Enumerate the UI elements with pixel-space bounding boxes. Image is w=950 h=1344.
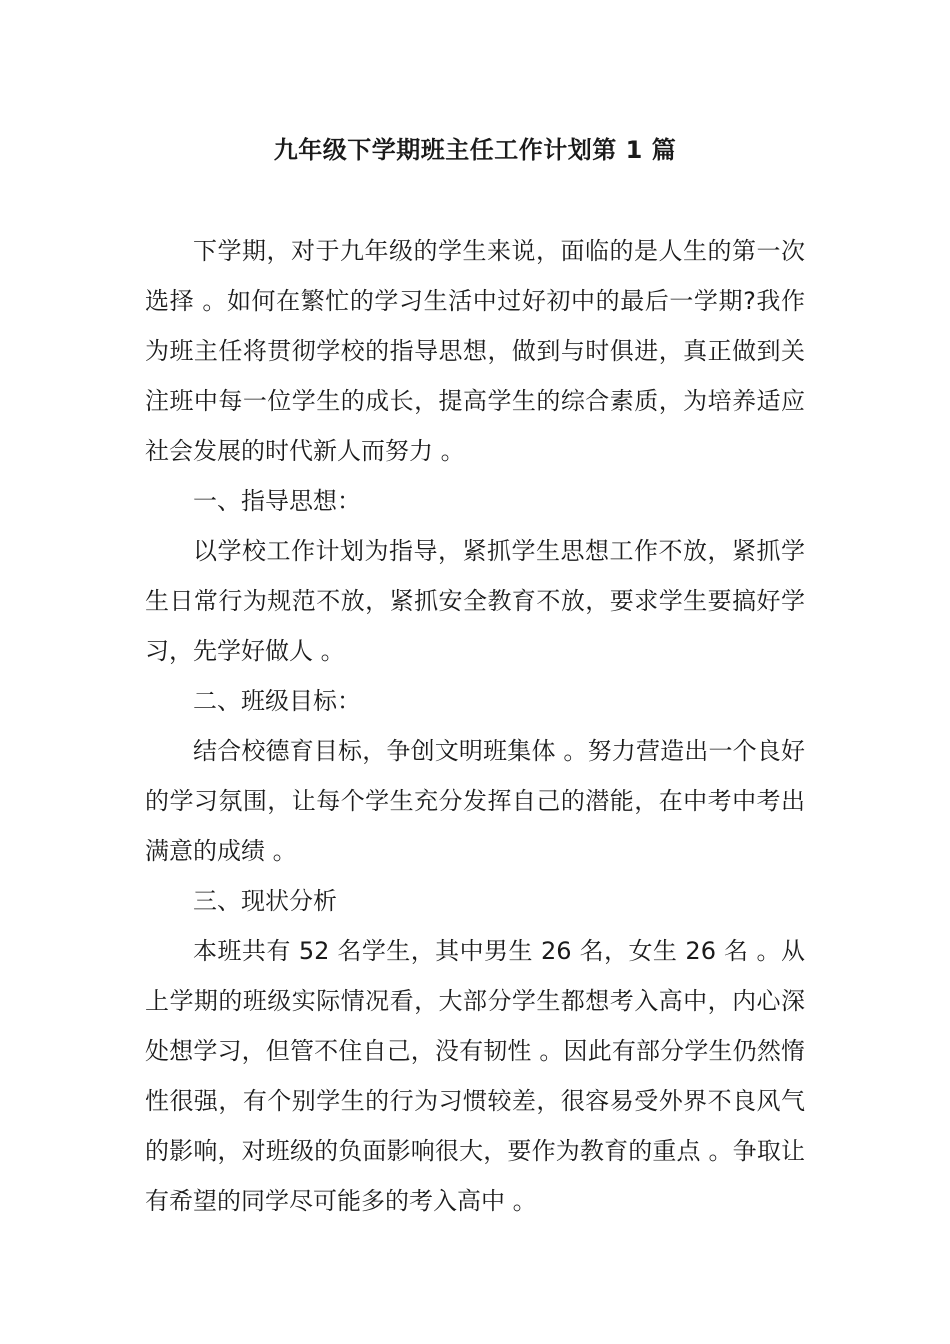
heading-class-goal: 二、班级目标： bbox=[193, 687, 361, 715]
paragraph-class-goal: 结合校德育目标，争创文明班集体 。努力营造出一个良好的学习氛围，让每个学生充分发挥自己的潜能，在中考中考出满意的成绩 。 bbox=[145, 737, 805, 865]
paragraph-guiding-thought: 以学校工作计划为指导，紧抓学生思想工作不放，紧抓学生日常行为规范不放，紧抓安全教育不放，要求学生要搞好学习，先学好做人 。 bbox=[145, 537, 805, 665]
document-body bbox=[145, 226, 805, 1226]
document-title: 九年级下学期班主任工作计划第 1 篇 bbox=[273, 136, 677, 164]
heading-guiding-thought: 一、指导思想： bbox=[193, 487, 361, 515]
paragraph-status-analysis: 本班共有 52 名学生，其中男生 26 名，女生 26 名 。从上学期的班级实际情况看，大部分学生都想考入高中，内心深处想学习，但管不住自己，没有韧性 。因此有部分学生仍然惰性很强，有个别学生的行为习惯较差，很容易受外界不良风气的影响，对班级的负面影响很大，要作为教育的重点 。争取让有希望的同学尽可能多的考入高中 。 bbox=[145, 937, 805, 1215]
paragraph-intro: 下学期，对于九年级的学生来说，面临的是人生的第一次选择 。如何在繁忙的学习生活中过好初中的最后一学期?我作为班主任将贯彻学校的指导思想，做到与时俱进，真正做到关注班中每一位学生的成长，提高学生的综合素质，为培养适应社会发展的时代新人而努力 。 bbox=[145, 237, 805, 465]
heading-status-analysis: 三、现状分析 bbox=[193, 887, 337, 915]
